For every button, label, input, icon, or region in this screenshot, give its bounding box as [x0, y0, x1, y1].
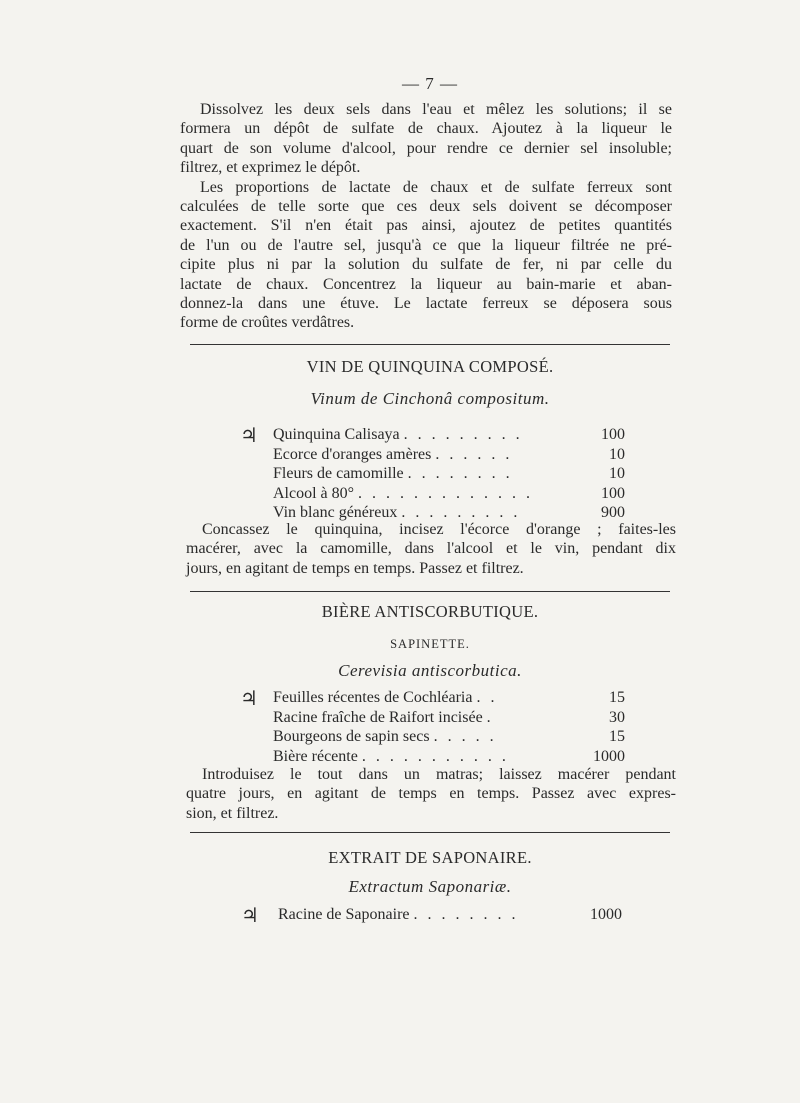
text-line: forme de croûtes verdâtres. [180, 314, 355, 332]
leader-dots: . . . . . . . . . [403, 426, 523, 443]
text-line: exactement. S'il n'en était pas ainsi, ajoutez de petites quantités [180, 217, 672, 235]
rx-symbol-icon: ♃ [240, 688, 258, 710]
text-line: quatre jours, en agitant de temps en temps. Passez avec expres- [186, 785, 676, 803]
text-line: Dissolvez les deux sels dans l'eau et mêlez les solutions; il se [200, 101, 672, 118]
ingredient-qty: 100 [601, 426, 625, 443]
text-line: cipite plus ni par la solution du sulfate de fer, ni par celle du [180, 256, 672, 274]
text-line: formera un dépôt de sulfate de chaux. Ajoutez à la liqueur le [180, 120, 672, 138]
leader-dots: . . . . . . . . [413, 906, 519, 923]
leader-dots: . . . . . . . . . . . . . [358, 484, 534, 502]
ingredient-qty: 100 [601, 484, 625, 502]
latin-title: Vinum de Cinchonâ compositum. [310, 389, 550, 408]
ingredient-list [273, 425, 625, 523]
ingredient-row [273, 727, 625, 747]
ingredient-qty: 30 [609, 708, 625, 726]
procedure-paragraph [186, 765, 676, 823]
ingredient-list [273, 688, 625, 766]
rx-symbol-icon: ♃ [240, 425, 258, 447]
section-title: VIN DE QUINQUINA COMPOSÉ. [306, 357, 554, 376]
ingredient-name: Bière récente [273, 747, 358, 765]
leader-dots: . . . . . . . . [407, 465, 513, 482]
text-line: Introduisez le tout dans un matras; laissez macérer pendant [202, 766, 676, 783]
ingredient-name: Feuilles récentes de Cochléaria [273, 689, 473, 706]
text-line: macérer, avec la camomille, dans l'alcool et le vin, pendant dix [186, 540, 676, 558]
section-title: BIÈRE ANTISCORBUTIQUE. [321, 602, 539, 621]
leader-dots: . . . . . . . . . [401, 504, 521, 521]
ingredient-qty: 15 [609, 728, 625, 745]
latin-title: Cerevisia antiscorbutica. [338, 661, 522, 680]
ingredient-row [278, 905, 622, 925]
leader-dots: . . [476, 689, 498, 706]
ingredient-row [273, 445, 625, 465]
procedure-paragraph [186, 520, 676, 578]
ingredient-row [273, 484, 625, 504]
ingredient-name: Racine fraîche de Raifort incisée [273, 708, 483, 726]
ingredient-name: Quinquina Calisaya [273, 426, 400, 443]
latin-title: Extractum Saponariæ. [348, 877, 512, 896]
ingredient-qty: 1000 [590, 906, 622, 923]
text-line: quart de son volume d'alcool, pour rendre ce dernier sel insoluble; [180, 139, 672, 157]
text-line: lactate de chaux. Concentrez la liqueur au bain-marie et aban- [180, 275, 672, 293]
ingredient-row [273, 747, 625, 767]
ingredient-name: Vin blanc généreux [273, 504, 398, 521]
text-line: sion, et filtrez. [186, 804, 279, 822]
ingredient-name: Racine de Saponaire [278, 906, 410, 923]
text-line: calculées de telle sorte que ces deux sels doivent se décomposer [180, 198, 672, 216]
text-line: filtrez, et exprimez le dépôt. [180, 159, 361, 177]
ingredient-name: Ecorce d'oranges amères [273, 445, 432, 463]
page-number: — 7 — [402, 74, 458, 93]
ingredient-row [273, 708, 625, 728]
ingredient-row [273, 425, 625, 445]
section-divider [190, 832, 670, 833]
ingredient-qty: 900 [601, 504, 625, 521]
section-subtitle: SAPINETTE. [390, 637, 470, 651]
ingredient-row [273, 464, 625, 484]
intro-paragraph [180, 100, 672, 333]
text-line: Les proportions de lactate de chaux et de sulfate ferreux sont [200, 178, 672, 196]
text-line: donnez-la dans une étuve. Le lactate ferreux se déposera sous [180, 295, 672, 313]
section-divider [190, 344, 670, 345]
leader-dots: . [486, 708, 494, 726]
ingredient-row [273, 688, 625, 708]
ingredient-name: Bourgeons de sapin secs [273, 728, 430, 745]
ingredient-qty: 1000 [593, 747, 625, 765]
ingredient-name: Alcool à 80° [273, 484, 355, 502]
leader-dots: . . . . . . [435, 445, 513, 463]
ingredient-qty: 15 [609, 689, 625, 706]
text-line: de l'un ou de l'autre sel, jusqu'à ce que la liqueur filtrée ne pré- [180, 236, 672, 254]
section-divider [190, 591, 670, 592]
ingredient-list [278, 905, 622, 925]
ingredient-qty: 10 [609, 465, 625, 482]
ingredient-qty: 10 [609, 445, 625, 463]
leader-dots: . . . . . [433, 728, 497, 745]
leader-dots: . . . . . . . . . . . [361, 747, 509, 765]
rx-symbol-icon: ♃ [241, 905, 259, 927]
ingredient-name: Fleurs de camomille [273, 465, 404, 482]
text-line: Concassez le quinquina, incisez l'écorce d'orange ; faites-les [202, 521, 676, 538]
section-title: EXTRAIT DE SAPONAIRE. [328, 848, 532, 867]
text-line: jours, en agitant de temps en temps. Passez et filtrez. [186, 559, 524, 577]
